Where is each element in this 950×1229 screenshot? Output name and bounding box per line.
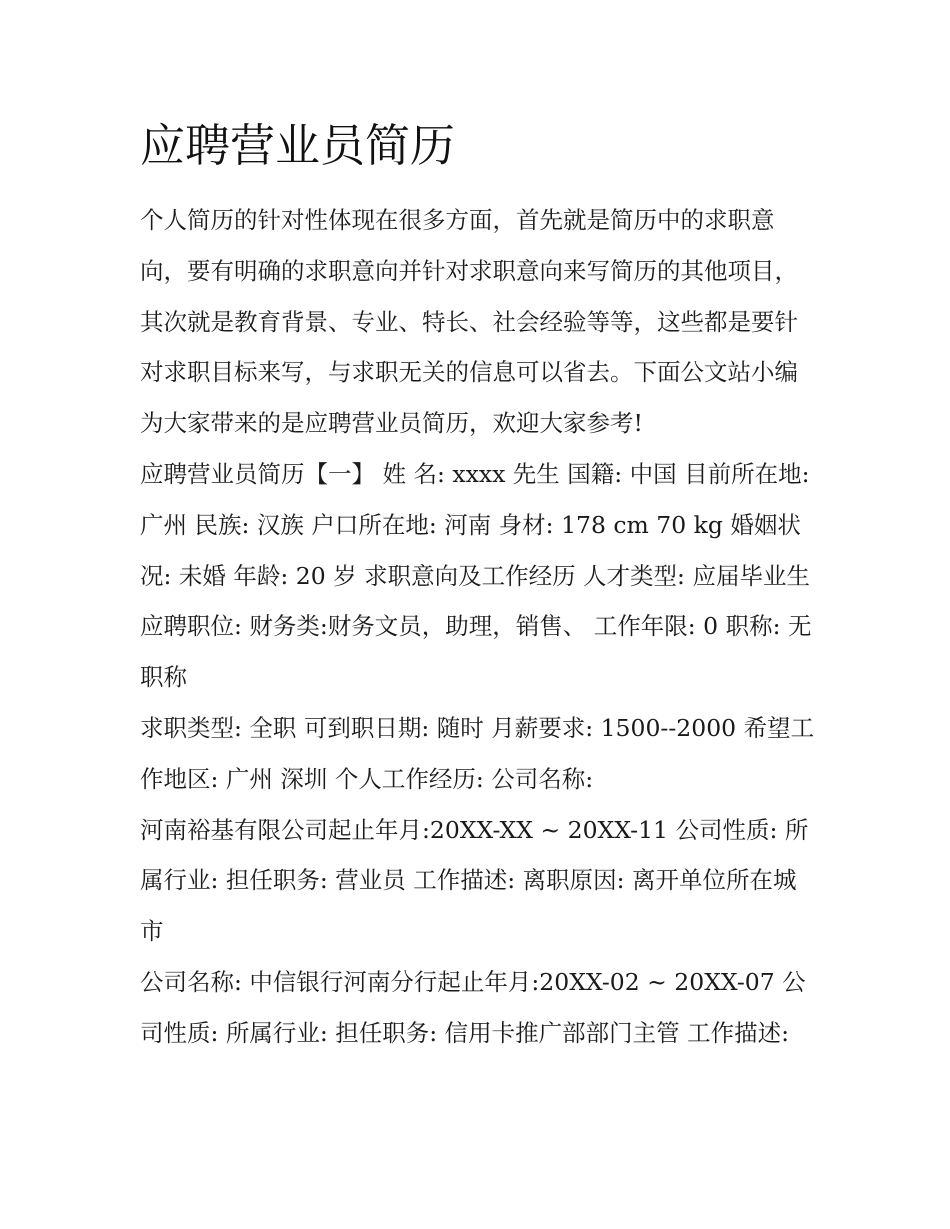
paragraph-personal-info: 应聘营业员简历【一】 姓 名: xxxx 先生 国籍: 中国 目前所在地: 广州 民族: 汉族 户口所在地: 河南 身材: 178 cm 70 kg 婚姻状况: 未婚 年龄: 20 岁 求职意向及工作经历 人才类型: 应届毕业生 应聘职位: 财务类:财务文员，助理，销售、 工作年限: 0 职称: 无职称	[140, 459, 812, 692]
paragraph-work-experience-2: 公司名称: 中信银行河南分行起止年月:20XX-02 ~ 20XX-07 公司性质: 所属行业: 担任职务: 信用卡推广部部门主管 工作描述:	[140, 967, 806, 1047]
document-body	[140, 195, 820, 1059]
document-title: 应聘营业员简历	[140, 119, 456, 172]
paragraph-intro: 个人简历的针对性体现在很多方面，首先就是简历中的求职意向，要有明确的求职意向并针对求职意向来写简历的其他项目，	[140, 206, 798, 285]
paragraph-intro-continued: 其次就是教育背景、专业、特长、社会经验等等，这些都是要针对求职目标来写，与求职无关的信息可以省去。下面公文站小编为大家带来的是应聘营业员简历，欢迎大家参考!	[140, 307, 798, 438]
paragraph-work-experience-1: 河南裕基有限公司起止年月:20XX-XX ~ 20XX-11 公司性质: 所属行业: 担任职务: 营业员 工作描述: 离职原因: 离开单位所在城市	[140, 815, 809, 946]
paragraph-job-intention: 求职类型: 全职 可到职日期: 随时 月薪要求: 1500--2000 希望工作地区: 广州 深圳 个人工作经历: 公司名称:	[140, 713, 815, 793]
